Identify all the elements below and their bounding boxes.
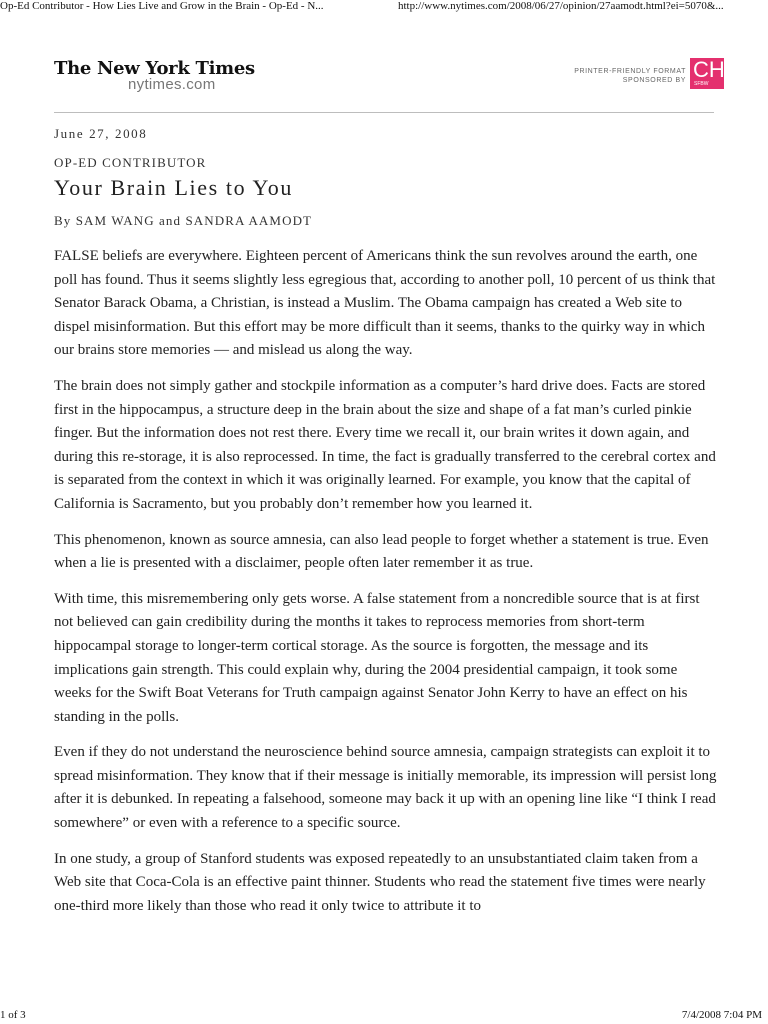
nyt-wordmark: The New York Times — [54, 58, 255, 79]
article-headline: Your Brain Lies to You — [54, 175, 293, 200]
print-page-url: http://www.nytimes.com/2008/06/27/opinion/27aamodt.html?ei=5070&... — [398, 0, 724, 12]
article-date: June 27, 2008 — [54, 126, 148, 141]
article-paragraph: FALSE beliefs are everywhere. Eighteen percent of Americans think the sun revolves around the earth, one poll has found. Thus it seems slightly less egregious that, according to another poll, 10 percent of us think that Senator Barack Obama, a Christian, is instead a Muslim. The Obama campaign has created a Web site to dispel misinformation. But this effort may be more difficult than it seems, thanks to the quirky way in which our brains store memories — and mislead us along the way. — [54, 248, 716, 359]
sponsor-logo[interactable] — [690, 58, 724, 89]
print-header — [0, 0, 768, 14]
page-count: 1 of 3 — [0, 1009, 26, 1021]
print-page-title: Op-Ed Contributor - How Lies Live and Grow in the Brain - Op-Ed - N... — [0, 0, 324, 12]
sponsor-logo-sub: SFBW — [694, 81, 709, 87]
sponsor-by-label: SPONSORED BY — [622, 77, 686, 84]
nyt-site-name: nytimes.com — [128, 76, 216, 93]
article-kicker: OP-ED CONTRIBUTOR — [54, 155, 207, 170]
header-divider — [54, 112, 714, 113]
article-paragraph: This phenomenon, known as source amnesia, can also lead people to forget whether a statement is true. Even when a lie is presented with a disclaimer, people often later remember it as true. — [54, 531, 709, 572]
article-paragraph: The brain does not simply gather and stockpile information as a computer’s hard drive does. Facts are stored first in the hippocampus, a structure deep in the brain about the size and shape of a fat man’s curled pinkie finger. But the information does not rest there. Every time we recall it, our brain writes it down again, and during this re-storage, it is also reprocessed. In time, the fact is gradually transferred to the cerebral cortex and is separated from the context in which it was originally learned. For example, you know that the capital of California is Sacramento, but you probably don’t remember how you learned it. — [54, 377, 716, 512]
sponsor-format-label: PRINTER-FRIENDLY FORMAT — [574, 68, 686, 75]
sponsor-text — [574, 67, 686, 85]
masthead — [54, 58, 724, 110]
article-paragraph: In one study, a group of Stanford students was exposed repeatedly to an unsubstantiated claim taken from a Web site that Coca-Cola is an effective paint thinner. Students who read the statement five times were nearly one-third more likely than those who read it only twice to attribute it to — [54, 850, 706, 914]
print-footer — [0, 1009, 768, 1023]
nyt-logo[interactable] — [54, 58, 255, 93]
article-paragraph: With time, this misremembering only gets worse. A false statement from a noncredible source that is at first not believed can gain credibility during the months it takes to reprocess memories from short-term hippocampal storage to longer-term cortical storage. As the source is forgotten, the message and its implications gain strength. This could explain why, during the 2004 presidential campaign, it took some weeks for the Swift Boat Veterans for Truth campaign against Senator John Kerry to have an effect on his standing in the polls. — [54, 590, 700, 725]
sponsor-logo-mark: CH — [693, 57, 725, 82]
article-byline: By SAM WANG and SANDRA AAMODT — [54, 213, 313, 228]
article-paragraph: Even if they do not understand the neuroscience behind source amnesia, campaign strategists can exploit it to spread misinformation. They know that if their message is initially memorable, its impression will persist long after it is debunked. In repeating a falsehood, someone may back it up with an opening line like “I think I read somewhere” or even with a reference to a specific source. — [54, 744, 717, 832]
article-body — [54, 245, 718, 930]
print-timestamp: 7/4/2008 7:04 PM — [681, 1009, 762, 1021]
